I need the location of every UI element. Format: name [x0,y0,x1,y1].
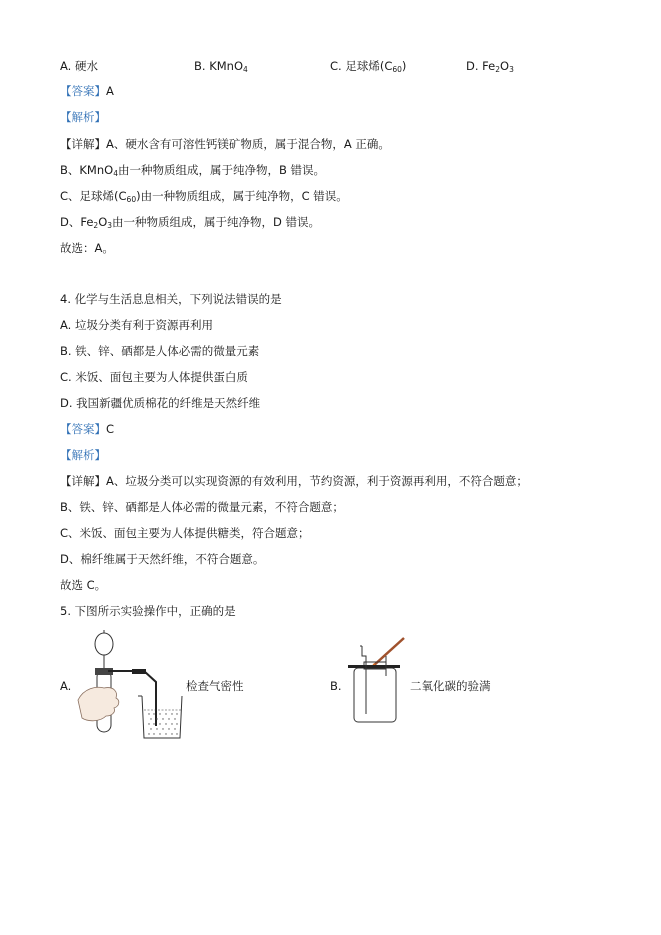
q3-option-a: A. 硬水 [60,59,98,73]
fig-a-caption: 检查气密性 [186,679,244,693]
q4-analysis-tag: 【解析】 [60,448,106,462]
airtightness-check-figure [74,630,184,742]
q4-detail-c: C、米饭、面包主要为人体提供糖类，符合题意； [60,526,310,540]
q4-detail-d: D、棉纤维属于天然纤维，不符合题意。 [60,552,265,566]
q4-detail-b: B、铁、锌、硒都是人体必需的微量元素，不符合题意； [60,500,344,514]
q3-answer: 【答案】A [60,84,114,98]
glass-plate [348,665,400,668]
inlet-tube [362,646,366,714]
q4-option-c: C. 米饭、面包主要为人体提供蛋白质 [60,370,248,384]
answer-tag: 【答案】 [60,84,106,98]
water [148,713,177,734]
q4-answer: 【答案】C [60,422,115,436]
q3-conclusion: 故选：A。 [60,241,114,255]
fig-a-letter: A. [60,679,72,693]
beaker [142,696,182,738]
q4-detail-a: 【详解】A、垃圾分类可以实现资源的有效利用，节约资源，利于资源再利用，不符合题意； [60,474,528,488]
q4-option-d: D. 我国新疆优质棉花的纤维是天然纤维 [60,396,261,410]
q5-stem: 5. 下图所示实验操作中，正确的是 [60,604,236,618]
answer-tag: 【答案】 [60,422,106,436]
q4-stem: 4. 化学与生活息息相关，下列说法错误的是 [60,292,282,306]
co2-full-check-figure [342,636,412,726]
fig-b-letter: B. [330,679,342,693]
hand-icon [78,687,119,720]
q3-detail-b: B、KMnO$_4$由一种物质组成，属于纯净物，B 错误。 [60,163,326,178]
q4-conclusion: 故选 C。 [60,578,107,592]
q3-detail-c: C、足球烯$(C_{60})$由一种物质组成，属于纯净物，C 错误。 [60,189,348,204]
q4-option-a: A. 垃圾分类有利于资源再利用 [60,318,213,332]
funnel-bulb [95,633,113,655]
gas-bottle [354,668,396,722]
q3-option-d: D. $Fe_2O_3$ [466,59,514,74]
burning-stick [372,638,404,667]
q3-analysis-tag: 【解析】 [60,110,106,124]
fig-b-caption: 二氧化碳的验满 [410,679,491,693]
q3-detail-d: D、$Fe_2O_3$由一种物质组成，属于纯净物，D 错误。 [60,215,321,230]
q3-option-b: B. KMnO$_4$ [194,59,248,74]
q3-detail-a: 【详解】A、硬水含有可溶性钙镁矿物质，属于混合物，A 正确。 [60,137,390,151]
q3-option-c: C. 足球烯$(C_{60})$ [330,59,407,74]
q4-option-b: B. 铁、锌、硒都是人体必需的微量元素 [60,344,260,358]
